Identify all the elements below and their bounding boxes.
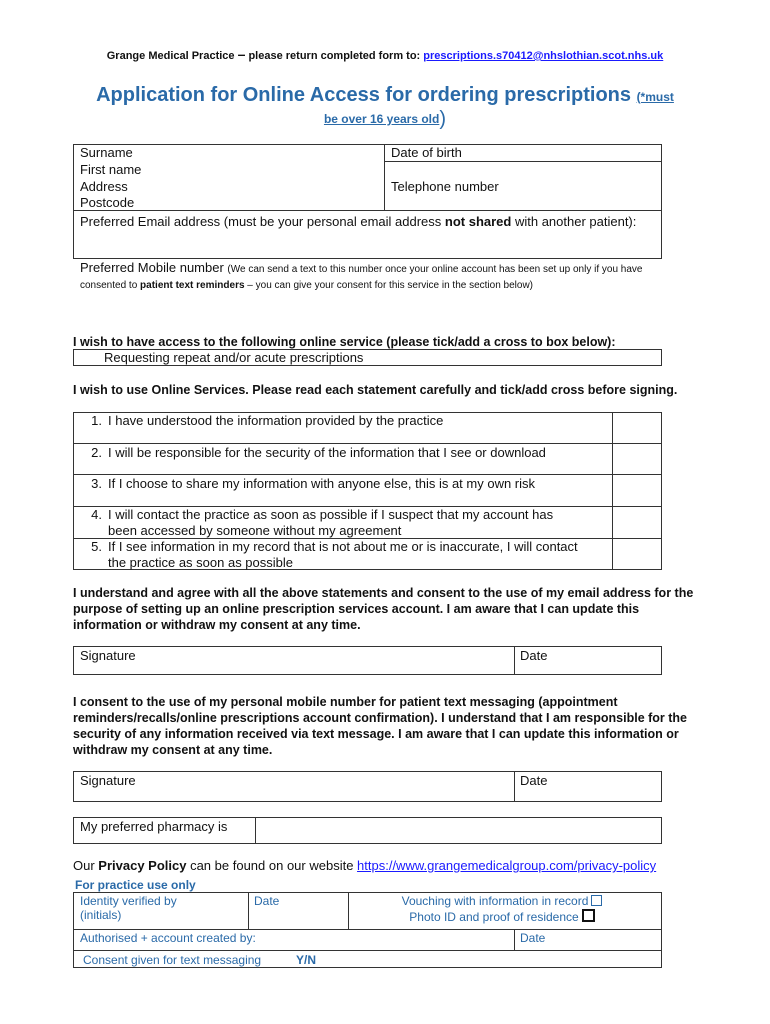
details-divider-h1 [384,161,662,162]
mobile-date-field[interactable]: Date [520,773,548,788]
practice-divider-v1 [248,892,249,930]
authorised-field[interactable]: Authorised + account created by: [80,931,256,945]
mobile-note-bold: patient text reminders [140,280,245,291]
practice-divider-v3 [514,929,515,951]
mobile-consent-text: I consent to the use of my personal mobile number for patient text messaging (appointment reminders/recalls/online prescriptions account confirmation). I understand that I am responsible for the security of any information received via text message. I am aware that I can update this information or withdraw my consent at any time. [73,695,688,757]
practice-use-heading: For practice use only [75,878,196,892]
telephone-field[interactable]: Telephone number [391,179,499,194]
vouching-label: Vouching with information in record [401,894,589,908]
statement-text: I have understood the information provided by the practice [108,413,444,428]
vouching-checkbox-icon[interactable] [591,895,602,906]
vouching-option[interactable] [352,894,652,908]
header-instruction: please return completed form to: [248,50,421,62]
mobile-signature-field[interactable]: Signature [80,773,136,788]
statement-number: 4. [91,507,102,522]
form-header [0,46,770,62]
email-label-post: with another patient): [511,214,637,229]
surname-field[interactable]: Surname [80,145,133,160]
dob-field[interactable]: Date of birth [391,145,462,160]
practice-name: Grange Medical Practice [106,50,235,62]
pharmacy-input[interactable] [256,818,661,843]
statement-text: I will be responsible for the security of the information that I see or download [108,445,546,460]
practice-divider-v2 [348,892,349,930]
statement-3-checkbox[interactable] [613,475,661,506]
mobile-note-post: – you can give your consent for this service in the section below) [244,280,534,291]
privacy-mid: can be found on our website [186,858,358,873]
mobile-signature-table [73,771,662,802]
privacy-pre: Our [73,858,99,873]
photo-id-option[interactable] [352,909,652,924]
first-name-field[interactable]: First name [80,162,142,177]
photo-id-label: Photo ID and proof of residence [409,910,579,924]
statement-number: 5. [91,539,102,554]
statement-4 [78,507,583,539]
practice-divider-h2 [73,950,662,951]
form-title [0,84,770,107]
details-divider-h3 [73,258,662,259]
statement-2-checkbox[interactable] [613,444,661,474]
privacy-line [73,858,656,873]
statement-5-checkbox[interactable] [613,539,661,569]
statement-5 [78,539,583,571]
email-label-bold: not shared [444,214,512,229]
statements-row-line [73,474,662,475]
mobile-signature-divider [514,771,515,802]
statements-row-line [73,443,662,444]
mobile-label: Preferred Mobile number [80,260,228,275]
pharmacy-label: My preferred pharmacy is [80,819,228,834]
details-divider-h2 [73,210,662,211]
service-heading: I wish to have access to the following online service (please tick/add a cross to box below): [73,335,616,349]
identity-verified-field[interactable]: Identity verified by (initials) [80,894,177,922]
photo-id-checkbox-icon[interactable] [582,909,595,922]
service-option-label: Requesting repeat and/or acute prescriptions [104,350,364,365]
statement-text: If I see information in my record that is not about me or is inaccurate, I will contact the practice as soon as possible [108,539,578,570]
statement-number: 2. [91,445,102,460]
mobile-note-pre: (We can send a text to this number once your online account has been set up only if you have consented to [80,264,643,291]
return-email-link[interactable]: prescriptions.s70412@nhslothian.scot.nhs.uk [423,50,664,62]
closing-paren: ) [439,108,447,130]
statement-2 [78,445,613,461]
address-field[interactable]: Address [80,179,128,194]
form-subtitle [0,108,770,131]
title-must: (*must [636,90,674,104]
privacy-policy-link[interactable]: https://www.grangemedicalgroup.com/privacy-policy [357,858,657,873]
email-signature-table [73,646,662,675]
practice-date-field[interactable]: Date [254,894,280,908]
privacy-policy-label: Privacy Policy [98,858,187,873]
statement-text: If I choose to share my information with anyone else, this is at my own risk [108,476,536,491]
statement-1 [78,413,608,429]
email-consent-text: I understand and agree with all the above statements and consent to the use of my email address for the purpose of setting up an online prescription services account. I am aware that I can update this information or withdraw my consent at any time. [73,586,694,632]
statements-heading: I wish to use Online Services. Please read each statement carefully and tick/add cross before signing. [73,383,678,397]
mobile-field[interactable] [80,261,655,293]
email-signature-divider [514,646,515,675]
email-signature-field[interactable]: Signature [80,648,136,663]
authorised-date-field[interactable]: Date [520,931,546,945]
text-consent-field: Consent given for text messaging [83,953,262,967]
postcode-field[interactable]: Postcode [80,195,135,210]
email-date-field[interactable]: Date [520,648,548,663]
text-consent-yn[interactable]: Y/N [296,953,317,967]
statement-4-checkbox[interactable] [613,507,661,538]
statement-3 [78,476,608,492]
statement-number: 3. [91,476,102,491]
statement-number: 1. [91,413,102,428]
practice-divider-h1 [73,929,662,930]
statement-1-checkbox[interactable] [613,413,661,443]
header-dash: – [237,46,246,62]
email-label-pre: Preferred Email address (must be your personal email address [80,214,445,229]
statement-text: I will contact the practice as soon as possible if I suspect that my account has been accessed by someone without my agreement [108,507,554,538]
details-divider-v [384,144,385,211]
age-requirement: be over 16 years old [323,112,440,126]
title-main: Application for Online Access for ordering prescriptions [96,84,631,106]
email-field[interactable] [80,214,650,230]
